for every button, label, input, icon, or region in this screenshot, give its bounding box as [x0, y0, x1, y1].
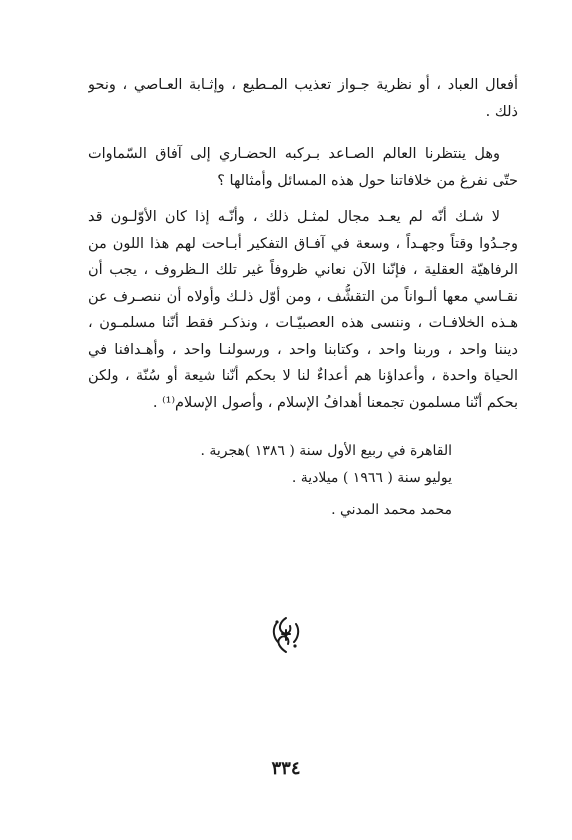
paragraph-1-line-1: أفعال العباد ، أو نظرية جـواز تعذيب المـطيع ، وإثـابة العـاصي ، ونحو	[88, 77, 518, 93]
page-number: ٣٣٤	[271, 758, 301, 779]
signature-author: محمد محمد المدني .	[331, 502, 452, 518]
paragraph-3-line-5: هـذه الخلافـات ، وننسى هذه العصبيّـات ، ونذكـر فقط أنّنا مسلمـون ،	[88, 315, 518, 331]
paragraph-3-line-8: بحكم أنّنا مسلمون تجمعنا أهدافُ الإسلام ، وأصول الإسلام⁽¹⁾ .	[152, 394, 518, 411]
signature-date-gregorian: يوليو سنة ( ١٩٦٦ ) ميلادية .	[291, 470, 452, 486]
signature-place-date-hijri: القاهرة في ربيع الأول سنة ( ١٣٨٦ )هجرية .	[200, 443, 452, 459]
paragraph-2-line-2: حتّى نفرغ من خلافاتنا حول هذه المسائل وأمثالها ؟	[217, 172, 518, 189]
paragraph-3-line-6: ديننا واحد ، وربنا واحد ، وكتابنا واحد ، ورسولنـا واحد ، وأهـدافنا في	[88, 341, 518, 358]
paragraph-2	[88, 141, 518, 194]
paragraph-3	[88, 204, 518, 416]
paragraph-2-line-1: وهل ينتظرنا العالم الصـاعد بـركبه الحضـاري إلى آفاق السّماوات	[88, 146, 500, 162]
paragraph-1	[88, 72, 518, 125]
paragraph-3-line-4: نقـاسي معها ألـواناً من التقشُّف ، ومن أوّل ذلـك وأولاه أن ننصـرف عن	[88, 288, 518, 305]
paragraph-1-line-2: ذلك .	[485, 103, 518, 120]
floral-ornament-icon	[268, 614, 304, 654]
paragraph-3-line-2: وجـدُوا وقتاً وجهـداً ، وسعة في آفـاق التفكير أبـاحت لهم هذا اللون من	[88, 235, 518, 252]
paragraph-3-line-7: الحياة واحدة ، وأعداؤنا هم أعداءٌ لنا لا بحكم أنّنا شيعة أو سُنّة ، ولكن	[88, 368, 518, 384]
paragraph-3-line-3: الرفاهيّة العقلية ، فإنّنا الآن نعاني ظروفاً غير تلك الـظروف ، يجب أن	[88, 262, 518, 278]
paragraph-3-line-1: لا شـك أنّه لم يعـد مجال لمثـل ذلك ، وأنّـه إذا كان الأوّلـون قد	[88, 209, 500, 225]
